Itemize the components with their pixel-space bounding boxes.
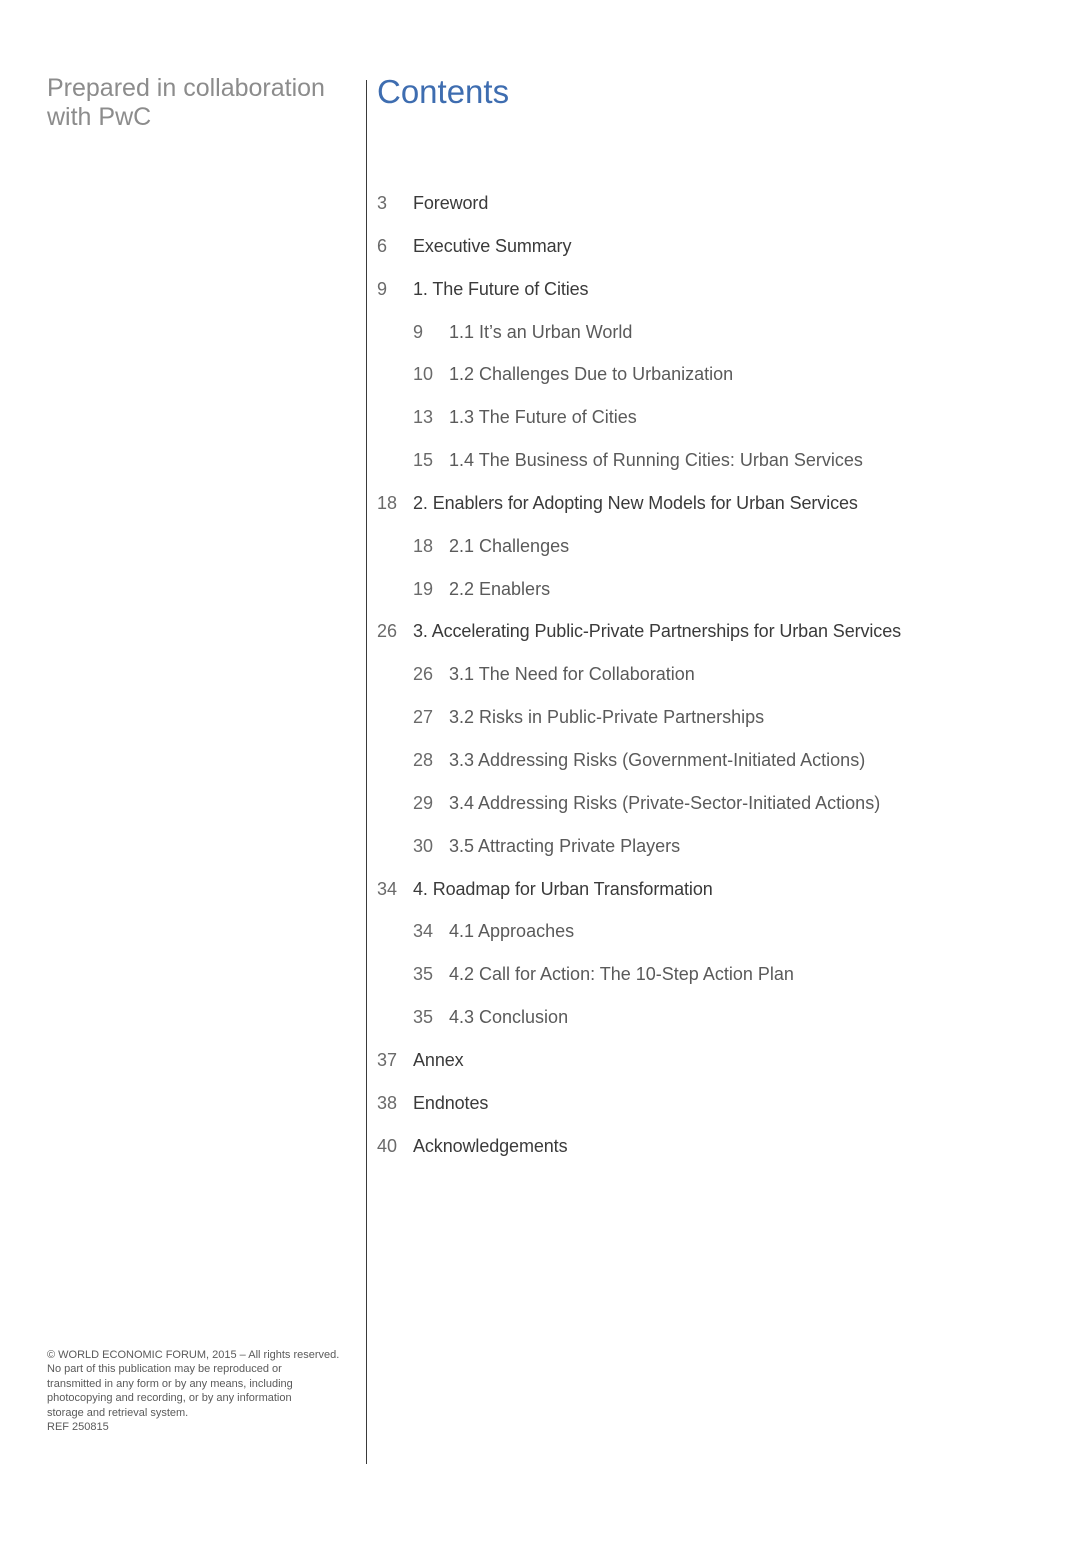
- toc-subsection-entry[interactable]: [377, 574, 1057, 617]
- toc-entry-label[interactable]: 4. Roadmap for Urban Transformation: [413, 878, 713, 899]
- toc-entry-label[interactable]: 4.1 Approaches: [449, 921, 575, 942]
- toc-page-number: 3: [377, 193, 388, 213]
- toc-page-number: 40: [377, 1135, 398, 1156]
- toc-page-number: 37: [377, 1049, 398, 1070]
- toc-page-number: 9: [413, 321, 424, 342]
- toc-subsection-entry[interactable]: [377, 916, 1057, 959]
- toc-entry-label[interactable]: 1. The Future of Cities: [413, 278, 589, 299]
- collaboration-heading: Prepared in collaboration with PwC: [47, 74, 325, 131]
- toc-entry-label[interactable]: 4.2 Call for Action: The 10-Step Action Plan: [449, 964, 794, 985]
- copyright-notice: [47, 1348, 362, 1434]
- toc-page-number: 26: [413, 664, 434, 685]
- toc-entry-label[interactable]: 1.2 Challenges Due to Urbanization: [449, 364, 734, 385]
- toc-subsection-entry[interactable]: [377, 831, 1057, 874]
- toc-entry-label[interactable]: 2.2 Enablers: [449, 578, 551, 599]
- copyright-line: storage and retrieval system.: [47, 1406, 189, 1419]
- toc-entry-label[interactable]: 3.4 Addressing Risks (Private-Sector-Initiated Actions): [449, 792, 881, 813]
- toc-section-entry[interactable]: [377, 1131, 1057, 1174]
- toc-subsection-entry[interactable]: [377, 788, 1057, 831]
- page-title: Contents: [377, 73, 510, 110]
- toc-section-entry[interactable]: [377, 874, 1057, 917]
- toc-page-number: 18: [413, 535, 434, 556]
- toc-page-number: 35: [413, 1007, 434, 1028]
- toc-section-entry[interactable]: [377, 274, 1057, 317]
- toc-entry-label[interactable]: 3. Accelerating Public-Private Partnerships for Urban Services: [413, 621, 902, 642]
- copyright-line: No part of this publication may be reproduced or: [47, 1363, 282, 1376]
- toc-entry-label[interactable]: 2.1 Challenges: [449, 535, 570, 556]
- toc-subsection-entry[interactable]: [377, 445, 1057, 488]
- toc-entry-label[interactable]: Executive Summary: [413, 235, 572, 256]
- toc-subsection-entry[interactable]: [377, 959, 1057, 1002]
- toc-entry-label[interactable]: 3.5 Attracting Private Players: [449, 835, 681, 856]
- toc-entry-label[interactable]: Foreword: [413, 193, 489, 213]
- toc-page-number: 19: [413, 578, 434, 599]
- toc-section-entry[interactable]: [377, 1088, 1057, 1131]
- toc-subsection-entry[interactable]: [377, 659, 1057, 702]
- toc-page-number: 15: [413, 450, 434, 471]
- toc-entry-label[interactable]: Annex: [413, 1049, 464, 1070]
- toc-section-entry[interactable]: [377, 1045, 1057, 1088]
- toc-page-number: 35: [413, 964, 434, 985]
- toc-section-entry[interactable]: [377, 188, 1057, 231]
- toc-page-number: 30: [413, 835, 434, 856]
- toc-entry-label[interactable]: 3.3 Addressing Risks (Government-Initiated Actions): [449, 749, 866, 770]
- toc-entry-label[interactable]: Endnotes: [413, 1092, 489, 1113]
- toc-entry-label[interactable]: 3.1 The Need for Collaboration: [449, 664, 695, 685]
- toc-subsection-entry[interactable]: [377, 1002, 1057, 1045]
- toc-page-number: 26: [377, 621, 398, 642]
- toc-page-number: 13: [413, 407, 434, 428]
- copyright-line: transmitted in any form or by any means, including: [47, 1377, 293, 1390]
- toc-page-number: 18: [377, 492, 398, 513]
- toc-entry-label[interactable]: 1.1 It’s an Urban World: [449, 321, 633, 342]
- vertical-divider: [366, 80, 367, 1464]
- toc-page-number: 29: [413, 792, 434, 813]
- copyright-line: REF 250815: [47, 1421, 109, 1434]
- copyright-line: © WORLD ECONOMIC FORUM, 2015 – All rights reserved.: [47, 1349, 340, 1361]
- toc-page-number: 34: [413, 921, 434, 942]
- toc-subsection-entry[interactable]: [377, 317, 1057, 360]
- toc-section-entry[interactable]: [377, 488, 1057, 531]
- toc-entry-label[interactable]: 3.2 Risks in Public-Private Partnerships: [449, 707, 765, 728]
- toc-page-number: 6: [377, 235, 388, 256]
- toc-page-number: 38: [377, 1092, 398, 1113]
- toc-subsection-entry[interactable]: [377, 359, 1057, 402]
- toc-page-number: 27: [413, 707, 434, 728]
- toc-page-number: 10: [413, 364, 434, 385]
- toc-subsection-entry[interactable]: [377, 702, 1057, 745]
- toc-subsection-entry[interactable]: [377, 402, 1057, 445]
- table-of-contents: [377, 188, 1057, 1173]
- toc-page-number: 28: [413, 749, 434, 770]
- toc-page-number: 34: [377, 878, 398, 899]
- toc-page-number: 9: [377, 278, 388, 299]
- toc-subsection-entry[interactable]: [377, 745, 1057, 788]
- toc-entry-label[interactable]: 2. Enablers for Adopting New Models for Urban Services: [413, 492, 858, 513]
- toc-section-entry[interactable]: [377, 231, 1057, 274]
- toc-entry-label[interactable]: Acknowledgements: [413, 1135, 568, 1156]
- toc-subsection-entry[interactable]: [377, 531, 1057, 574]
- toc-entry-label[interactable]: 1.3 The Future of Cities: [449, 407, 637, 428]
- toc-entry-label[interactable]: 1.4 The Business of Running Cities: Urban Services: [449, 450, 863, 471]
- copyright-line: photocopying and recording, or by any information: [47, 1392, 292, 1405]
- toc-section-entry[interactable]: [377, 616, 1057, 659]
- toc-entry-label[interactable]: 4.3 Conclusion: [449, 1007, 569, 1028]
